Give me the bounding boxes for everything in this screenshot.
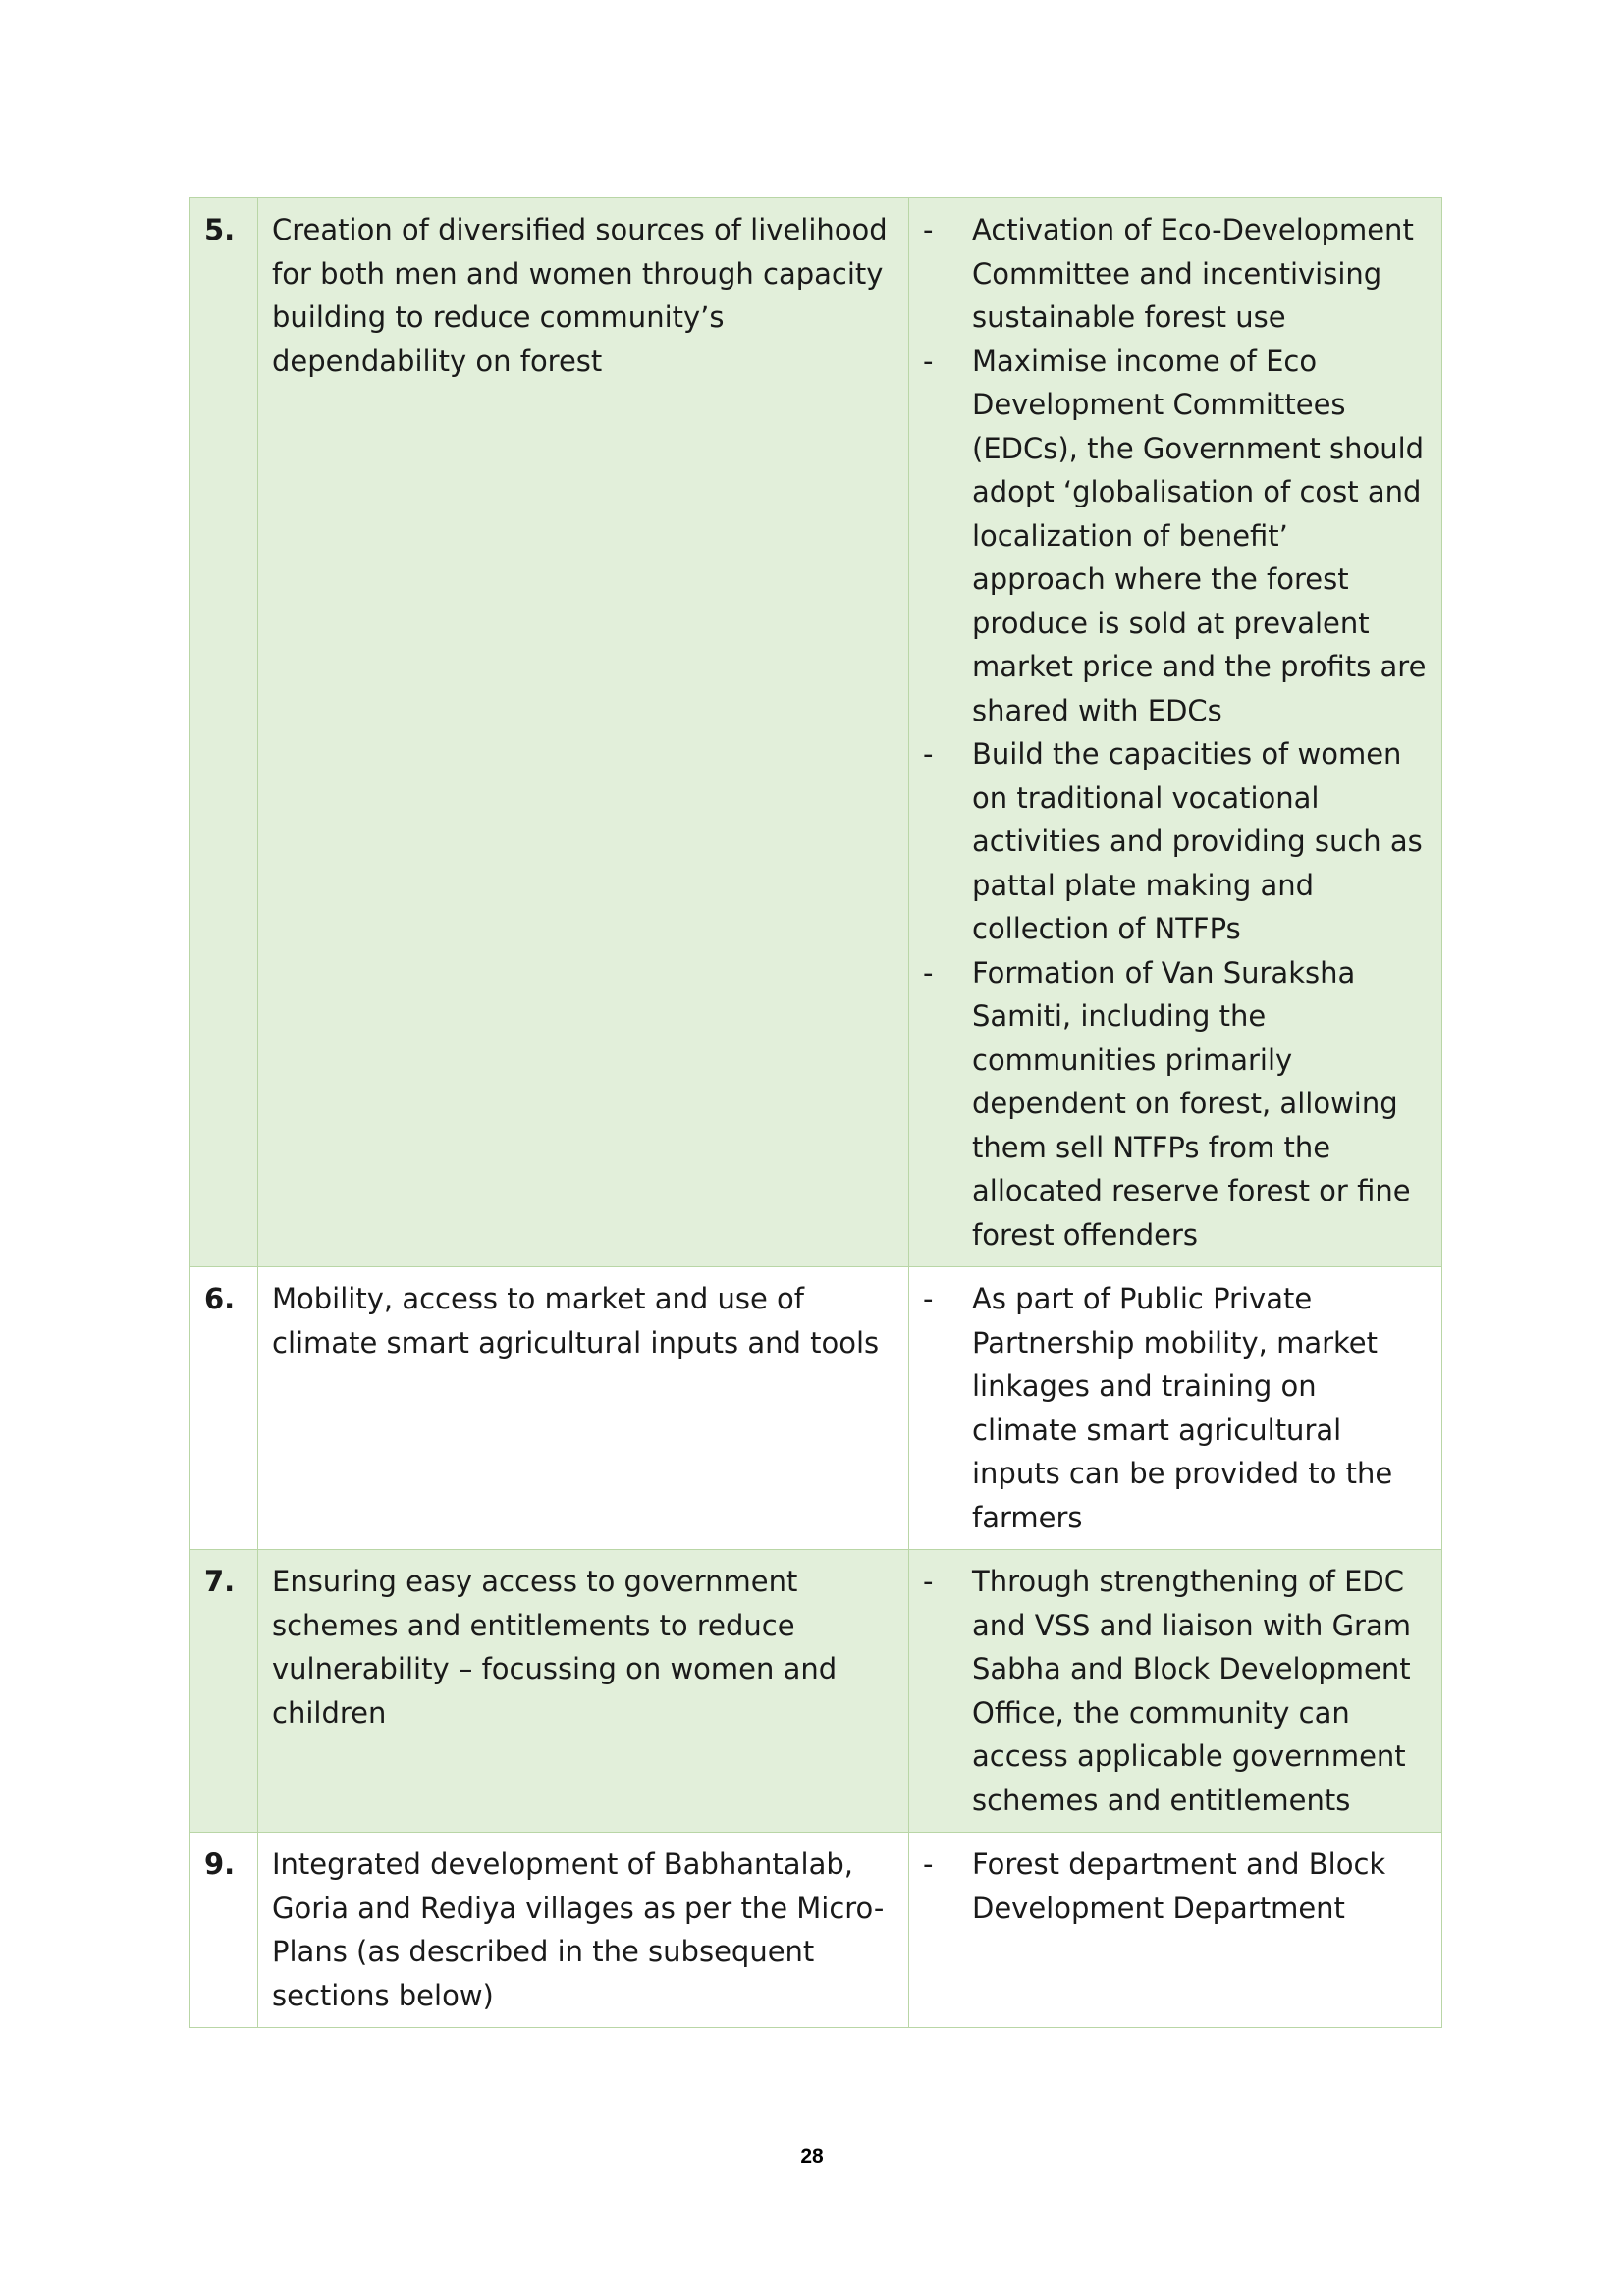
objective-text: Creation of diversified sources of livelihood for both men and women through capacity building to reduce community’s dependability on forest <box>258 198 909 1267</box>
action-plan-table <box>189 197 1442 2028</box>
bullet-dash: - <box>923 1565 934 1598</box>
actions-cell <box>909 1833 1442 2028</box>
table-row <box>190 1833 1442 2028</box>
bullet-dash: - <box>923 1847 934 1881</box>
action-text: Through strengthening of EDC and VSS and liaison with Gram Sabha and Block Development Office, the community can access applicable government schemes and entitlements <box>972 1565 1411 1817</box>
action-text: As part of Public Private Partnership mobility, market linkages and training on climate smart agricultural inputs can be provided to the farmers <box>972 1282 1393 1534</box>
list-item <box>923 1277 1430 1539</box>
action-text: Formation of Van Suraksha Samiti, including the communities primarily dependent on forest, allowing them sell NTFPs from the allocated reserve forest or fine forest offenders <box>972 955 1411 1252</box>
action-list <box>923 1560 1430 1822</box>
action-text: Activation of Eco-Development Committee and incentivising sustainable forest use <box>972 213 1414 334</box>
objective-text: Mobility, access to market and use of climate smart agricultural inputs and tools <box>258 1267 909 1550</box>
table-row <box>190 1267 1442 1550</box>
bullet-dash: - <box>923 737 934 771</box>
list-item <box>923 1842 1430 1930</box>
objective-text: Integrated development of Babhantalab, Goria and Rediya villages as per the Micro-Plans (as described in the subsequent sections below) <box>258 1833 909 2028</box>
row-number: 5. <box>190 198 258 1267</box>
actions-cell <box>909 1550 1442 1833</box>
list-item <box>923 340 1430 733</box>
row-number: 9. <box>190 1833 258 2028</box>
row-number: 6. <box>190 1267 258 1550</box>
bullet-dash: - <box>923 1282 934 1315</box>
table-row <box>190 198 1442 1267</box>
list-item <box>923 1560 1430 1822</box>
action-text: Maximise income of Eco Development Committees (EDCs), the Government should adopt ‘globalisation of cost and localization of benefit’ approach where the forest produce is sold at prevalent market price and the profits are shared with EDCs <box>972 344 1427 727</box>
bullet-dash: - <box>923 213 934 246</box>
objective-text: Ensuring easy access to government schemes and entitlements to reduce vulnerability – focussing on women and children <box>258 1550 909 1833</box>
row-number: 7. <box>190 1550 258 1833</box>
list-item <box>923 208 1430 340</box>
action-text: Forest department and Block Development Department <box>972 1847 1386 1925</box>
actions-cell <box>909 198 1442 1267</box>
list-item <box>923 951 1430 1257</box>
action-text: Build the capacities of women on traditional vocational activities and providing such as pattal plate making and collection of NTFPs <box>972 737 1423 945</box>
actions-cell <box>909 1267 1442 1550</box>
page-number: 28 <box>800 2145 824 2167</box>
table-row <box>190 1550 1442 1833</box>
action-list <box>923 1842 1430 1930</box>
bullet-dash: - <box>923 955 934 989</box>
list-item <box>923 732 1430 951</box>
bullet-dash: - <box>923 344 934 378</box>
action-list <box>923 208 1430 1256</box>
action-list <box>923 1277 1430 1539</box>
